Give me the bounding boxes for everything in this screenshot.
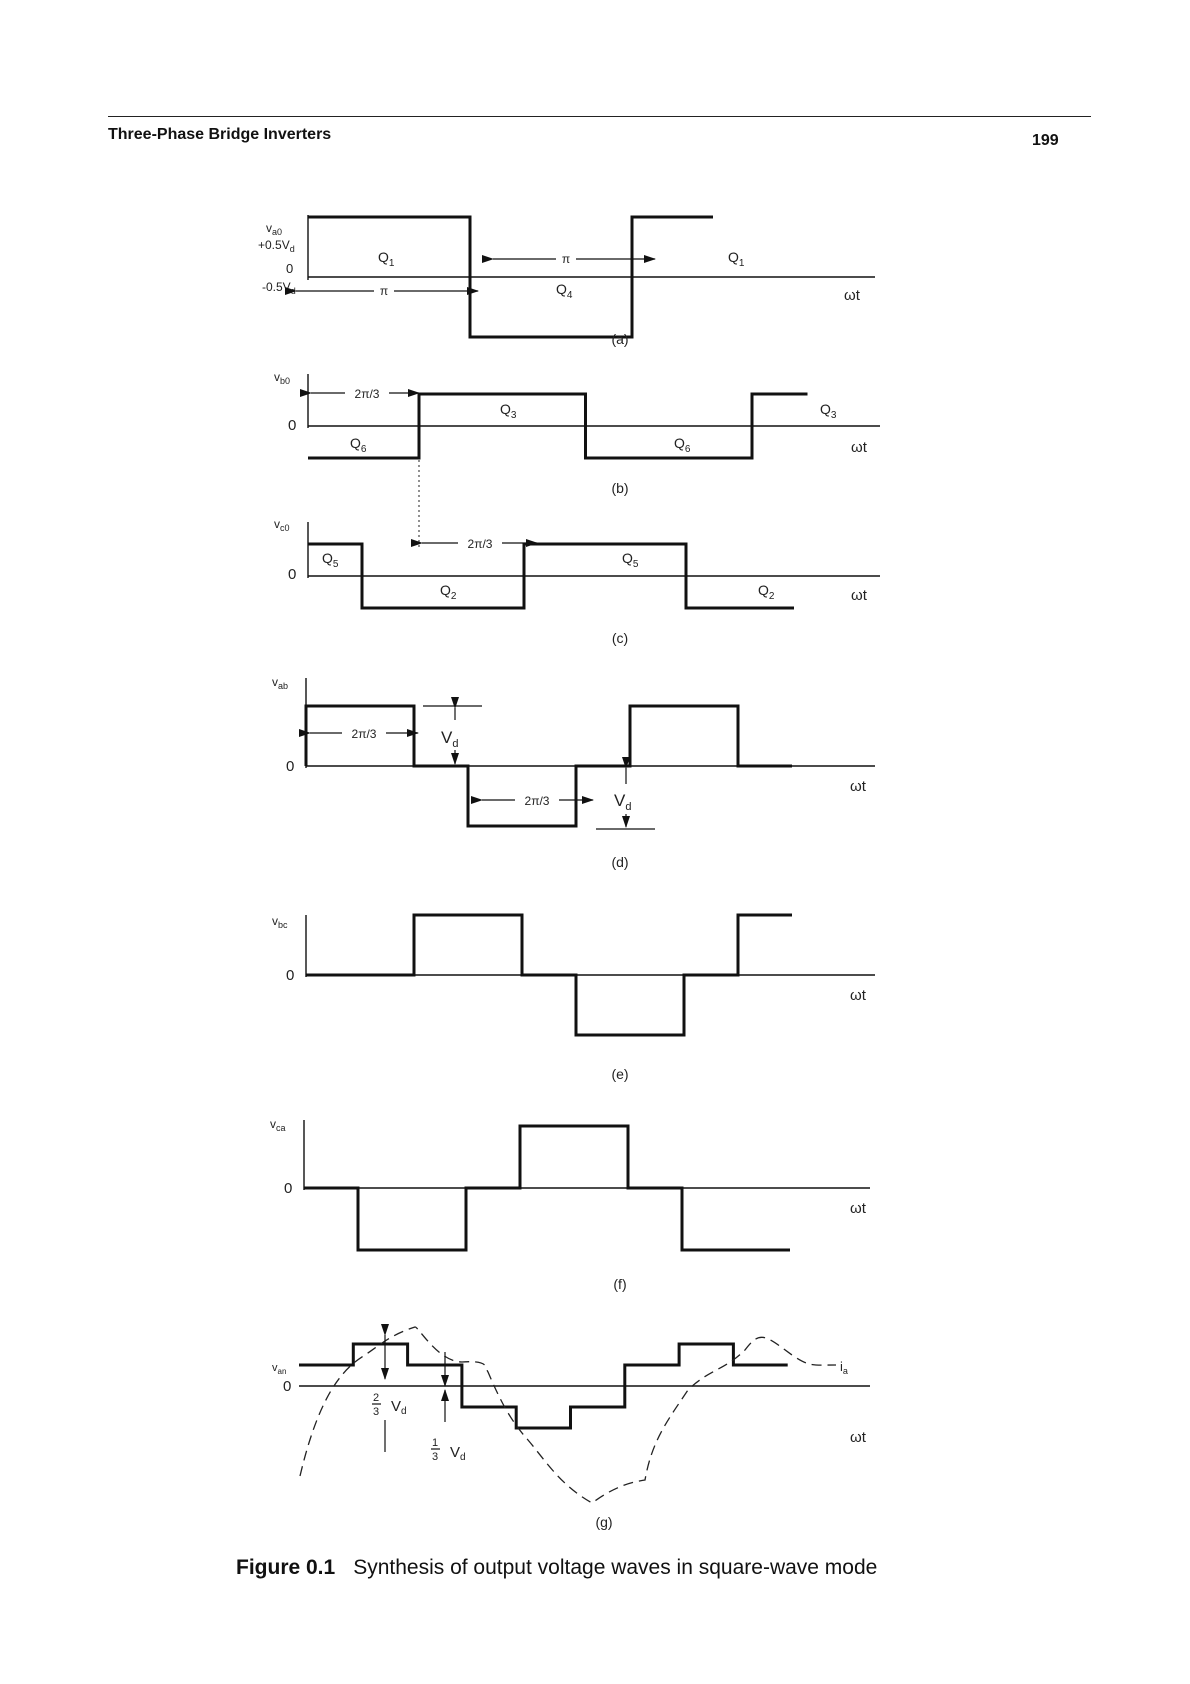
level-minus: $-0.5V_d$ xyxy=(262,280,296,296)
label-q2b-c: $Q_2$ xyxy=(758,582,775,602)
frac-low-den: 3 xyxy=(432,1451,439,1463)
label-q1b-a: $Q_1$ xyxy=(728,249,745,269)
zero-d: 0 xyxy=(286,758,295,775)
x-label-d: ωt xyxy=(850,778,866,795)
page-number: 199 xyxy=(1032,132,1059,149)
label-q3b-b: $Q_3$ xyxy=(820,401,837,421)
label-q2-c: $Q_2$ xyxy=(440,582,457,602)
x-label-f: ωt xyxy=(850,1200,866,1217)
interval-b: 2π/3 xyxy=(354,387,380,401)
level-plus: $+0.5V_d$ xyxy=(258,238,295,254)
x-label-g: ωt xyxy=(850,1429,866,1446)
tag-b: (b) xyxy=(611,480,629,496)
current-label: $i_a$ xyxy=(840,1359,848,1376)
ylabel-f: $v_{ca}$ xyxy=(270,1117,286,1133)
level-zero: 0 xyxy=(286,261,294,276)
label-q4-a: $Q_4$ xyxy=(556,281,573,301)
ylabel-a: $v_{a0}$ xyxy=(266,221,283,237)
phase-current-ia xyxy=(300,1327,836,1503)
interval-c: 2π/3 xyxy=(467,537,493,551)
interval-d2: 2π/3 xyxy=(524,794,550,808)
tag-d: (d) xyxy=(611,854,629,870)
caption-text: Synthesis of output voltage waves in square-wave mode xyxy=(353,1556,878,1579)
zero-c: 0 xyxy=(288,566,297,583)
interval-d1: 2π/3 xyxy=(351,727,377,741)
zero-e: 0 xyxy=(286,967,295,984)
frac-high-den: 3 xyxy=(373,1406,380,1418)
x-label-b: ωt xyxy=(851,439,867,456)
panel-b xyxy=(274,370,880,548)
zero-b: 0 xyxy=(288,417,297,434)
caption-number: Figure 0.1 xyxy=(236,1556,336,1579)
tag-g: (g) xyxy=(595,1514,613,1530)
figure-caption xyxy=(236,1556,877,1580)
interval-a2: π xyxy=(379,284,389,298)
waveform-vbc xyxy=(306,915,792,1035)
panel-g xyxy=(272,1327,870,1530)
label-q3-b: $Q_3$ xyxy=(500,401,517,421)
label-q5b-c: $Q_5$ xyxy=(622,550,639,570)
zero-g: 0 xyxy=(283,1378,292,1395)
tag-a: (a) xyxy=(611,331,629,347)
vd-label-d1: $V_d$ xyxy=(441,728,459,750)
ylabel-d: $v_{ab}$ xyxy=(272,675,289,691)
x-label-a: ωt xyxy=(844,287,860,304)
frac-low-num: 1 xyxy=(432,1437,439,1449)
ylabel-g: $v_{an}$ xyxy=(272,1362,287,1376)
label-q6b-b: $Q_6$ xyxy=(674,435,691,455)
ylabel-c: $v_{c0}$ xyxy=(274,517,290,533)
tag-e: (e) xyxy=(611,1066,629,1082)
panel-e xyxy=(272,914,875,1082)
interval-a1: π xyxy=(561,252,571,266)
frac-high-num: 2 xyxy=(373,1392,380,1404)
tag-f: (f) xyxy=(613,1276,627,1292)
running-head: Three-Phase Bridge Inverters xyxy=(108,126,332,143)
zero-f: 0 xyxy=(284,1180,293,1197)
x-label-e: ωt xyxy=(850,987,866,1004)
x-label-c: ωt xyxy=(851,587,867,604)
ylabel-b: $v_{b0}$ xyxy=(274,370,291,386)
step-low-vd: $V_d$ xyxy=(450,1444,466,1463)
label-q1-a: $Q_1$ xyxy=(378,249,395,269)
tag-c: (c) xyxy=(611,630,629,646)
label-q5-c: $Q_5$ xyxy=(322,550,339,570)
step-high-vd: $V_d$ xyxy=(391,1398,407,1417)
panel-c xyxy=(274,517,880,646)
label-q6-b: $Q_6$ xyxy=(350,435,367,455)
ylabel-e: $v_{bc}$ xyxy=(272,914,288,930)
panel-a xyxy=(258,215,875,347)
panel-d xyxy=(272,675,875,870)
vd-label-d2: $V_d$ xyxy=(614,791,632,813)
panel-f xyxy=(270,1117,870,1292)
